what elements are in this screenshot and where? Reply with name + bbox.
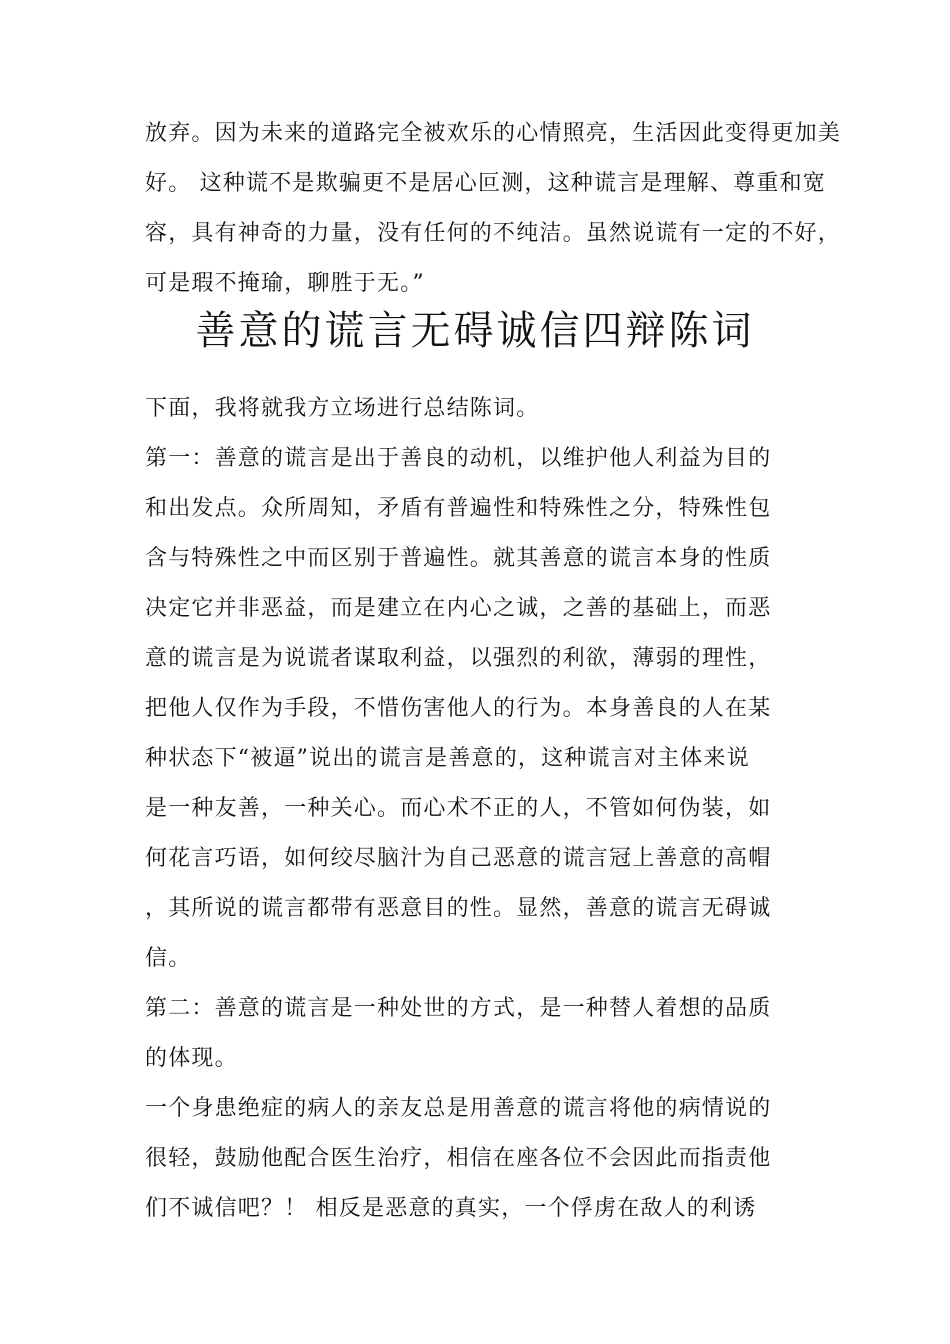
document-title: 善意的谎言无碍诚信四辩陈词 <box>195 308 755 354</box>
paragraph-line: 容，具有神奇的力量，没有任何的不纯洁。虽然说谎有一定的不好， <box>145 221 842 246</box>
paragraph-line: 何花言巧语，如何绞尽脑汁为自己恶意的谎言冠上善意的高帽 <box>145 846 772 871</box>
paragraph-line: 是一种友善，一种关心。而心术不正的人，不管如何伪装，如 <box>145 796 772 821</box>
paragraph-line: 种状态下“被逼”说出的谎言是善意的，这种谎言对主体来说 <box>145 746 750 771</box>
paragraph-line: 下面，我将就我方立场进行总结陈词。 <box>145 396 540 421</box>
paragraph-line: 含与特殊性之中而区别于普遍性。就其善意的谎言本身的性质 <box>145 546 772 571</box>
paragraph-line: 决定它并非恶益，而是建立在内心之诚，之善的基础上，而恶 <box>145 596 772 621</box>
paragraph-line: ，其所说的谎言都带有恶意目的性。显然，善意的谎言无碍诚 <box>145 896 772 921</box>
paragraph-line: 和出发点。众所周知，矛盾有普遍性和特殊性之分，特殊性包 <box>145 496 772 521</box>
paragraph-line: 们不诚信吧？！ 相反是恶意的真实，一个俘虏在敌人的利诱 <box>145 1196 757 1221</box>
paragraph-line: 一个身患绝症的病人的亲友总是用善意的谎言将他的病情说的 <box>145 1096 772 1121</box>
paragraph-line: 放弃。因为未来的道路完全被欢乐的心情照亮，生活因此变得更加美 <box>145 121 842 146</box>
paragraph-line: 信。 <box>145 946 192 971</box>
paragraph-line: 的体现。 <box>145 1046 238 1071</box>
paragraph-line: 可是瑕不掩瑜，聊胜于无。” <box>145 271 425 296</box>
paragraph-line: 第二：善意的谎言是一种处世的方式，是一种替人着想的品质 <box>145 996 772 1021</box>
paragraph-line: 很轻，鼓励他配合医生治疗，相信在座各位不会因此而指责他 <box>145 1146 772 1171</box>
paragraph-line: 第一：善意的谎言是出于善良的动机，以维护他人利益为目的 <box>145 446 772 471</box>
paragraph-line: 意的谎言是为说谎者谋取利益，以强烈的利欲，薄弱的理性， <box>145 646 772 671</box>
paragraph-line: 把他人仅作为手段，不惜伤害他人的行为。本身善良的人在某 <box>145 696 772 721</box>
paragraph-line: 好。 这种谎不是欺骗更不是居心叵测，这种谎言是理解、尊重和宽 <box>145 171 826 196</box>
